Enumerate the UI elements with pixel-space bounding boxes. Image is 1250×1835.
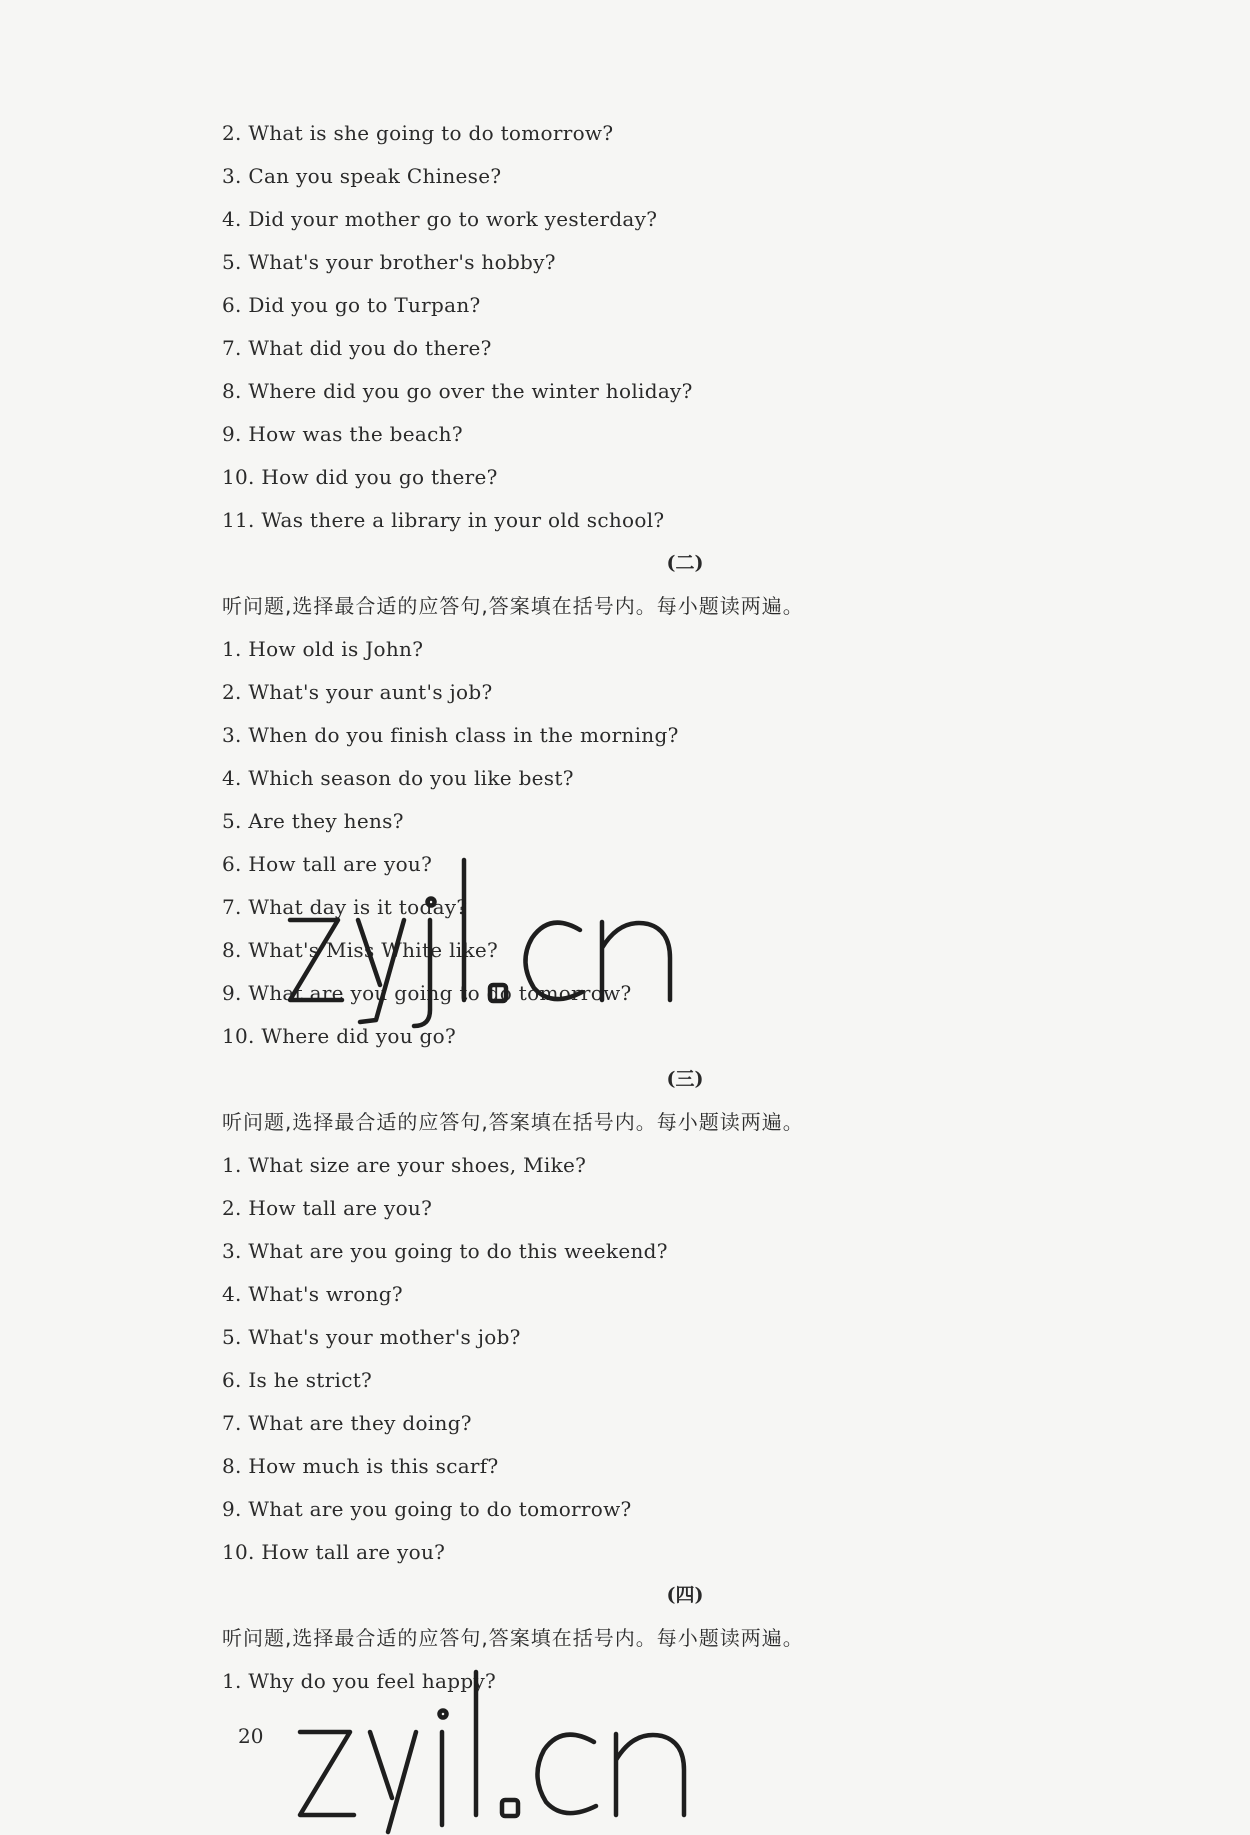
section-instruction: 听问题,选择最合适的应答句,答案填在括号内。每小题读两遍。 — [222, 594, 804, 618]
question-line: 10. How tall are you? — [222, 1540, 446, 1564]
section-heading: (三) — [666, 1068, 704, 1090]
section-instruction: 听问题,选择最合适的应答句,答案填在括号内。每小题读两遍。 — [222, 1626, 804, 1650]
question-line: 7. What day is it today? — [222, 895, 468, 919]
question-line: 1. What size are your shoes, Mike? — [222, 1153, 587, 1177]
question-line: 11. Was there a library in your old school? — [222, 508, 665, 532]
question-line: 8. How much is this scarf? — [222, 1454, 499, 1478]
question-line: 4. What's wrong? — [222, 1282, 403, 1306]
question-line: 7. What did you do there? — [222, 336, 492, 360]
question-line: 2. What is she going to do tomorrow? — [222, 121, 614, 145]
question-line: 3. When do you finish class in the morning? — [222, 723, 679, 747]
page-number: 20 — [238, 1724, 264, 1748]
question-line: 2. How tall are you? — [222, 1196, 433, 1220]
question-line: 9. What are you going to do tomorrow? — [222, 981, 632, 1005]
question-line: 8. Where did you go over the winter holiday? — [222, 379, 693, 403]
question-line: 6. Did you go to Turpan? — [222, 293, 481, 317]
question-line: 6. How tall are you? — [222, 852, 433, 876]
question-line: 7. What are they doing? — [222, 1411, 472, 1435]
question-line: 4. Did your mother go to work yesterday? — [222, 207, 658, 231]
question-line: 1. Why do you feel happy? — [222, 1669, 497, 1693]
question-line: 6. Is he strict? — [222, 1368, 373, 1392]
section-instruction: 听问题,选择最合适的应答句,答案填在括号内。每小题读两遍。 — [222, 1110, 804, 1134]
question-line: 9. What are you going to do tomorrow? — [222, 1497, 632, 1521]
question-line: 3. Can you speak Chinese? — [222, 164, 502, 188]
question-line: 10. Where did you go? — [222, 1024, 456, 1048]
question-line: 1. How old is John? — [222, 637, 424, 661]
section-heading: (四) — [666, 1584, 704, 1606]
question-line: 10. How did you go there? — [222, 465, 498, 489]
question-line: 5. Are they hens? — [222, 809, 404, 833]
question-line: 8. What's Miss White like? — [222, 938, 499, 962]
section-heading: (二) — [666, 552, 704, 574]
question-line: 3. What are you going to do this weekend? — [222, 1239, 668, 1263]
question-line: 5. What's your brother's hobby? — [222, 250, 556, 274]
question-line: 2. What's your aunt's job? — [222, 680, 493, 704]
question-line: 9. How was the beach? — [222, 422, 463, 446]
question-line: 4. Which season do you like best? — [222, 766, 574, 790]
question-line: 5. What's your mother's job? — [222, 1325, 521, 1349]
